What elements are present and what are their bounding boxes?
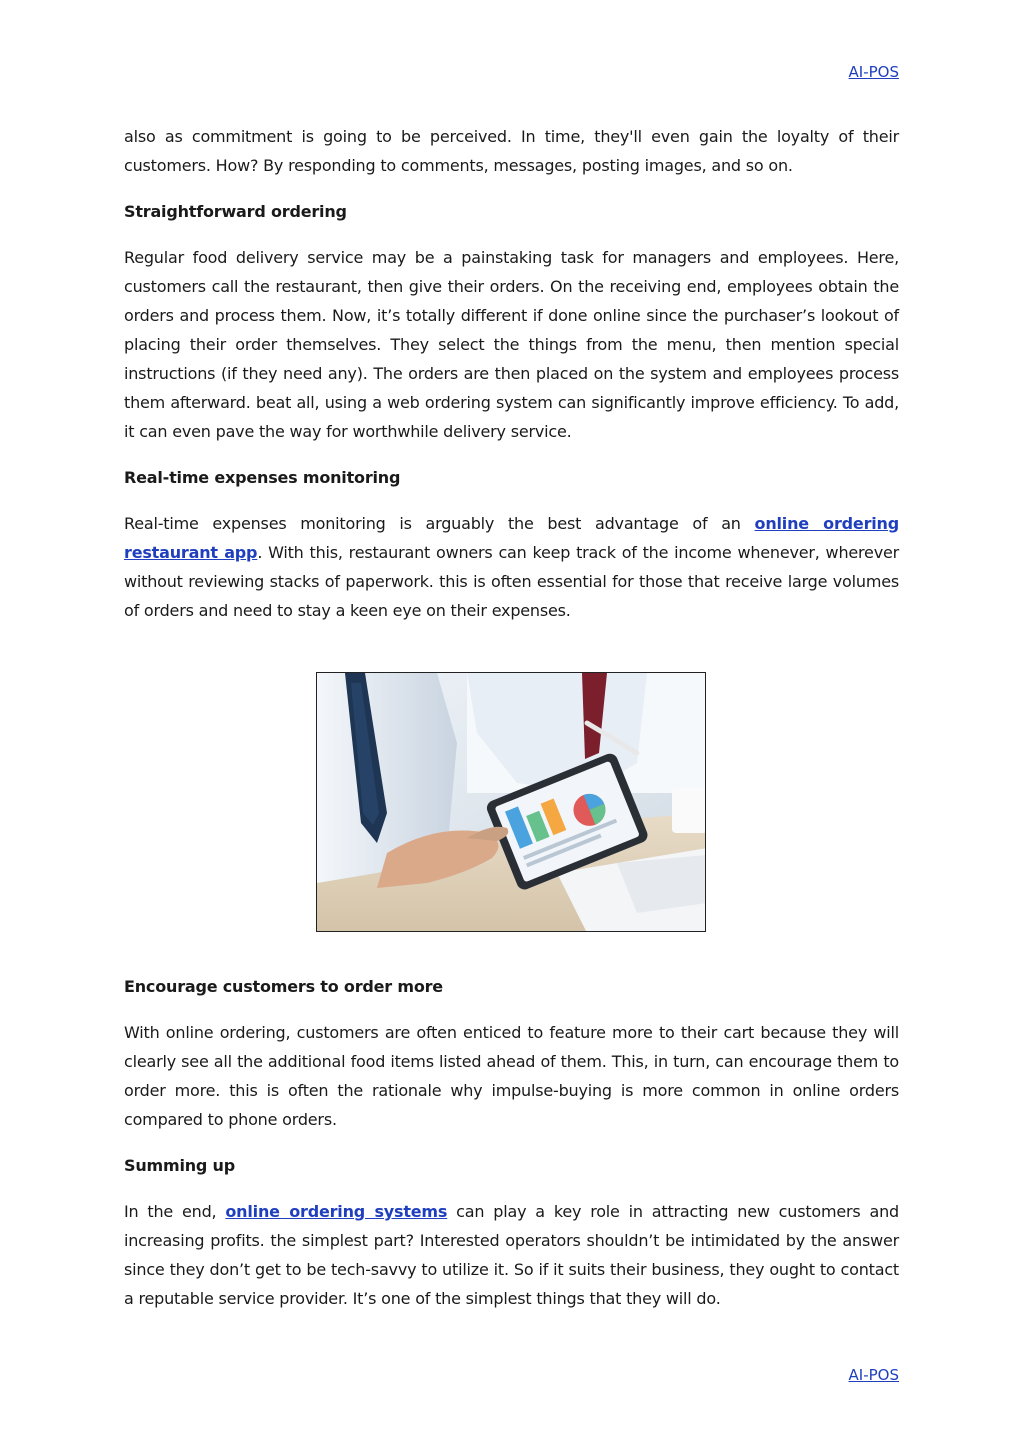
- paragraph-text: can play a key role in attracting new customers and increasing profits. the simplest part? Interested operators shouldn’t be intimidated by the answer since they don’t get to be tech-savvy to utilize it. So if it suits their business, they ought to contact a reputable service provider. It’s one of the simplest things that they will do.: [124, 1202, 900, 1308]
- section-paragraph: With online ordering, customers are often enticed to feature more to their cart because they will clearly see all the additional food items listed ahead of them. This, in turn, can encourage them to order more. this is often the rationale why impulse-buying is more common in online orders compared to phone orders.: [124, 1023, 899, 1129]
- section-paragraph: Regular food delivery service may be a painstaking task for managers and employees. Here, customers call the restaurant, then give their orders. On the receiving end, employees obtain the orders and process them. Now, it’s totally different if done online since the purchaser’s lookout of placing their order themselves. They select the things from the menu, then mention special instructions (if they need any). The orders are then placed on the system and employees process them afterward. beat all, using a web ordering system can significantly improve efficiency. To add, it can even pave the way for worthwhile delivery service.: [124, 248, 899, 441]
- section-heading: Straightforward ordering: [124, 202, 347, 221]
- business-photo-tablet-chart-icon: [317, 673, 706, 932]
- section-paragraph: [124, 1197, 899, 1313]
- paragraph-text: In the end,: [124, 1202, 226, 1221]
- intro-paragraph: also as commitment is going to be perceived. In time, they'll even gain the loyalty of their customers. How? By responding to comments, messages, posting images, and so on.: [124, 127, 899, 175]
- section-heading: Summing up: [124, 1156, 236, 1175]
- footer-link[interactable]: AI-POS: [848, 1366, 899, 1384]
- section-heading: Encourage customers to order more: [124, 977, 443, 996]
- paragraph-text: . With this, restaurant owners can keep track of the income whenever, wherever without reviewing stacks of paperwork. this is often essential for those that receive large volumes of orders and need to stay a keen eye on their expenses.: [124, 543, 899, 620]
- section-paragraph: [124, 509, 899, 625]
- header-link[interactable]: AI-POS: [848, 63, 899, 81]
- online-ordering-systems-link[interactable]: online ordering systems: [225, 1202, 448, 1221]
- online-ordering-restaurant-app-link[interactable]: online ordering restaurant app: [124, 514, 899, 562]
- section-heading: Real-time expenses monitoring: [124, 468, 401, 487]
- business-photo: [316, 672, 706, 932]
- paragraph-text: Real-time expenses monitoring is arguably the best advantage of an: [124, 514, 755, 533]
